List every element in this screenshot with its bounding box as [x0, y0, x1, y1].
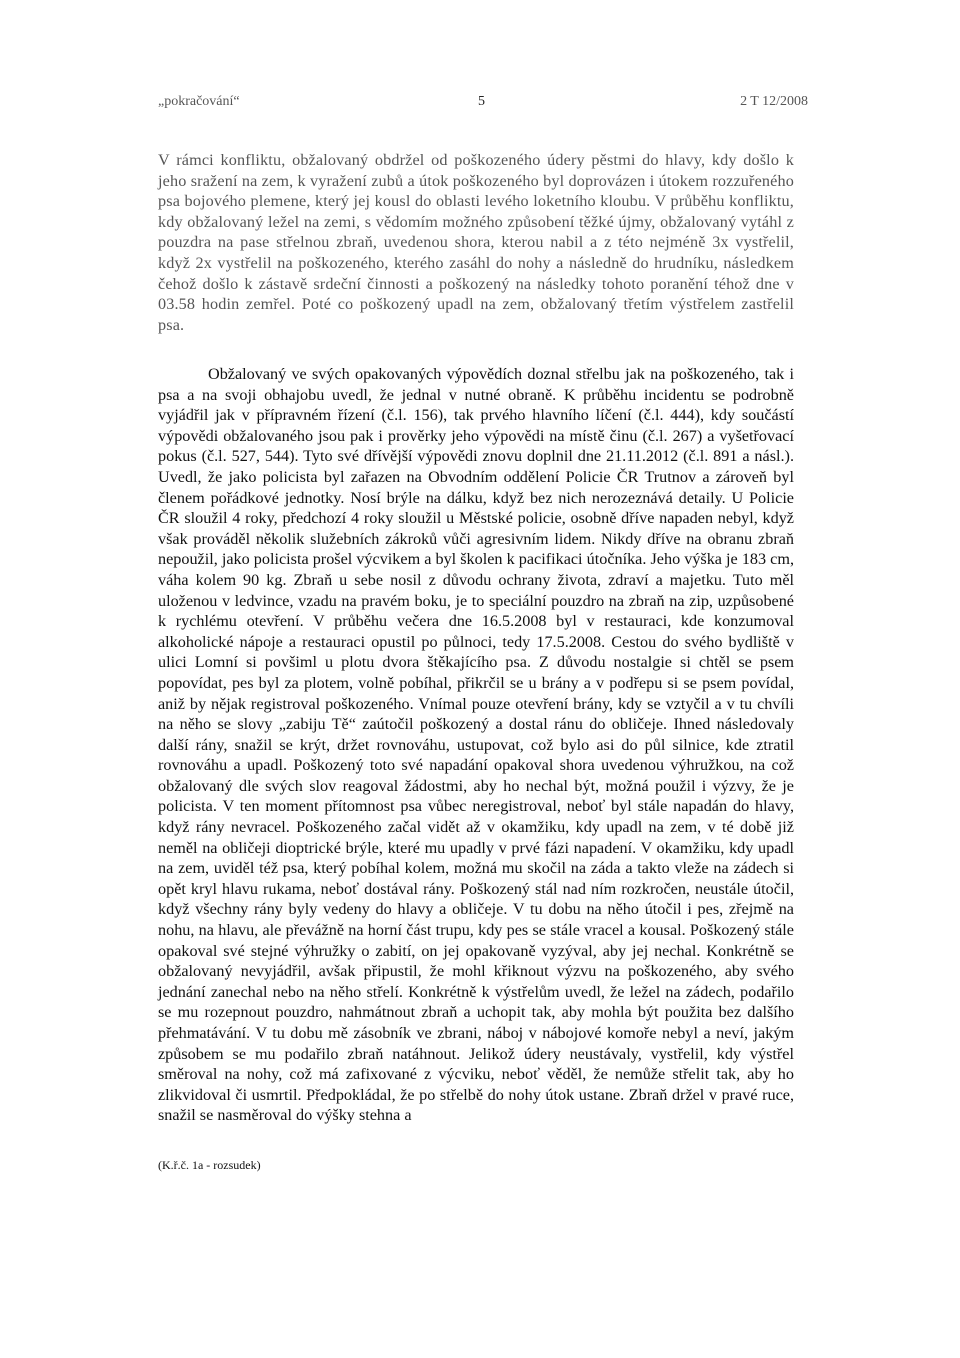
- page-number: 5: [478, 94, 485, 109]
- continuation-label: „pokračování“: [158, 94, 240, 109]
- paragraph-conflict-description: V rámci konfliktu, obžalovaný obdržel od poškozeného údery pěstmi do hlavy, kdy došlo k jeho sražení na zem, k vyražení zubů a útok poškozeného byl doprovázen i útokem rozzuřeného psa bojového plemene, který jej kousl do oblasti levého loketního kloubu. V průběhu konfliktu, kdy obžalovaný ležel na zemi, s vědomím možného způsobení těžké újmy, obžalovaný vytáhl z pouzdra na pase střelnou zbraň, uvedenou shora, kterou nabil a z této nejméně 3x vystřelil, když 2x vystřelil na poškozeného, kterého zasáhl do nohy a následně do hrudníku, následkem čehož došlo k zástavě srdeční činnosti a poškozený na následky tohoto poranění téhož dne v 03.58 hodin zemřel. Poté co poškozený upadl na zem, obžalovaný třetím výstřelem zastřelil psa.: [158, 151, 794, 334]
- paragraph-defendant-testimony: Obžalovaný ve svých opakovaných výpovědích doznal střelbu jak na poškozeného, tak i psa a na svoji obhajobu uvedl, že jednal v nutné obraně. K průběhu incidentu se podrobně vyjádřil jak v přípravném řízení (č.l. 156), tak prvého hlavního líčení (č.l. 444), kdy součástí výpovědi obžalovaného jsou pak i prověrky jeho výpovědi na místě činu (č.l. 267) a vyšetřovací pokus (č.l. 527, 544). Tyto své dřívější výpovědi znovu doplnil dne 21.11.2012 (č.l. 891 a násl.). Uvedl, že jako policista byl zařazen na Obvodním oddělení Policie ČR Trutnov a zároveň byl členem pořádkové jednotky. Nosí brýle na dálku, když bez nich nerozeznává detaily. U Policie ČR sloužil 4 roky, předchozí 4 roky sloužil u Městské policie, osobně dříve napaden nebyl, když však prováděl několik služebních zákroků vůči agresivním lidem. Nikdy dříve na obranu zbraň nepoužil, jako policista prošel výcvikem a byl školen k pacifikaci útočníka. Jeho výška je 183 cm, váha kolem 90 kg. Zbraň u sebe nosil z důvodu ochrany života, zdraví a majetku. Tuto měl uloženou v ledvince, vzadu na pravém boku, je to speciální pouzdro na zbraň na zip, uzpůsobené k rychlému otevření. V průběhu večera dne 16.5.2008 byl v restauraci, kde konzumoval alkoholické nápoje a restauraci opustil po půlnoci, tedy 17.5.2008. Cestou do svého bydliště v ulici Lomní si povšiml u plotu dvora štěkajícího psa. Z důvodu nostalgie si chtěl se psem popovídat, pes byl za plotem, volně pobíhal, přikrčil se u brány a v podřepu si se psem povídal, aniž by nějak registroval poškozeného. Vnímal pouze otevření brány, kdy se vztyčil a v tu chvíli na něho se slovy „zabiju Tě“ zaútočil poškozený a dostal ránu do obličeje. Ihned následovaly další rány, snažil se krýt, držet rovnováhu, ustupovat, což bylo asi do půl silnice, kde ztratil rovnováhu a upadl. Poškozený toto své napadání opakoval shora uvedenou výhružkou, na což obžalovaný dle svých slov reagoval žádostmi, aby ho nechal být, možná použil i výzvy, že je policista. V ten moment přítomnost psa vůbec neregistroval, neboť byl stále napadán do hlavy, když rány nevracel. Poškozeného začal vidět až v okamžiku, kdy upadl na zem, v té době již neměl na obličeji dioptrické brýle, které mu upadly v prvé fázi napadení. V okamžiku, kdy upadl na zem, uviděl též psa, který pobíhal kolem, možná mu skočil na záda a takto vleže na zádech si opět kryl hlavu rukama, neboť dostával rány. Poškozený stál nad ním rozkročen, neustále útočil, když všechny rány byly vedeny do hlavy a obličeje. V tu dobu na něho útočil i pes, zřejmě na nohu, na hlavu, ale převážně na horní část trupu, kdy pes se stále vracel a kousal. Poškozený stále opakoval své stejné výhružky o zabití, on jej opakovaně vyzýval, aby jej nechal. Konkrétně se obžalovaný nevyjádřil, avšak připustil, že mohl křiknout výzvu na poškozeného, aby svého jednání zanechal nebo na něho střelí. Konkrétně k výstřelům uvedl, že ležel na zádech, podařilo se mu rozepnout pouzdro, nahmátnout zbraň a uchopit tak, aby mohla být použita bez dalšího přehmatávání. V tu dobu mě zásobník ve zbrani, náboj v nábojové komoře nebyl a neví, jakým způsobem se mu podařilo zbraň natáhnout. Jelikož údery neustávaly, vystřelil, kdy výstřel směroval na nohy, což má zafixované z výcviku, neboť věděl, že nemůže střelit tak, aby ho zlikvidoval či usmrtil. Předpokládal, že po střelbě do nohy útok ustane. Zbraň držel v pravé ruce, snažil se nasměroval do výšky stehna a: [158, 365, 794, 1125]
- page-header: [158, 94, 808, 114]
- case-number: 2 T 12/2008: [740, 94, 808, 109]
- form-footer-note: (K.ř.č. 1a - rozsudek): [158, 1158, 261, 1172]
